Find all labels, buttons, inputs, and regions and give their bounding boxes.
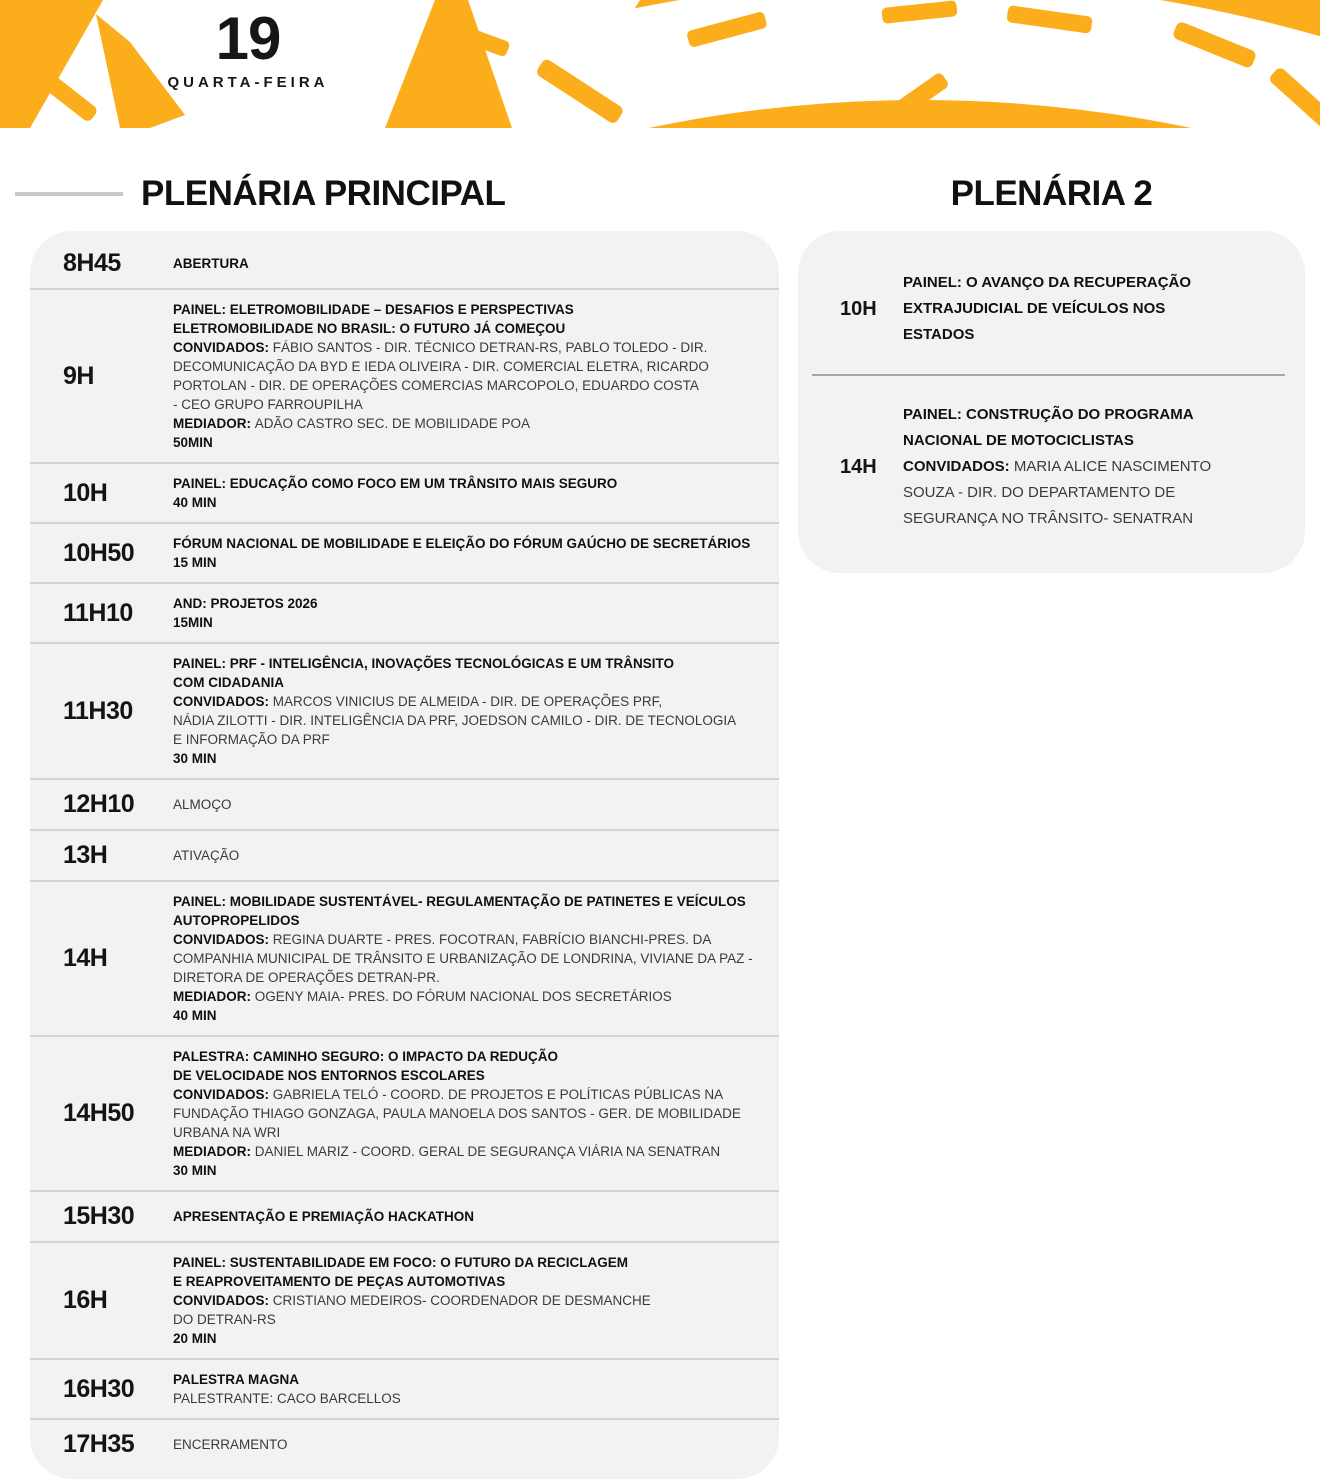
plenaria-2-column	[798, 128, 1305, 573]
session-description	[173, 474, 779, 512]
session-description	[173, 795, 779, 814]
schedule-row	[30, 1241, 779, 1358]
session-text-line: SOUZA - DIR. DO DEPARTAMENTO DE	[903, 484, 1176, 501]
session-text-line: CONVIDADOS: REGINA DUARTE - PRES. FOCOTRAN, FABRÍCIO BIANCHI-PRES. DA	[173, 932, 712, 947]
session-description	[903, 402, 1305, 532]
schedule-row	[30, 1418, 779, 1469]
schedule-row	[30, 1358, 779, 1418]
session-text-line: APRESENTAÇÃO E PREMIAÇÃO HACKATHON	[173, 1209, 475, 1224]
time-label: 9H	[63, 361, 94, 390]
session-text-line: 40 MIN	[173, 495, 217, 510]
schedule-row	[30, 582, 779, 642]
session-text-line: PALESTRANTE: CACO BARCELLOS	[173, 1391, 401, 1406]
schedule-row	[30, 642, 779, 778]
session-text-line: FÓRUM NACIONAL DE MOBILIDADE E ELEIÇÃO DO FÓRUM GAÚCHO DE SECRETÁRIOS	[173, 536, 751, 551]
session-description	[173, 1207, 779, 1226]
session-text-line: DIRETORA DE OPERAÇÕES DETRAN-PR.	[173, 970, 440, 985]
session-text-line: 15MIN	[173, 615, 213, 630]
session-text-line: NACIONAL DE MOTOCICLISTAS	[903, 432, 1134, 449]
session-text-line: MEDIADOR: OGENY MAIA- PRES. DO FÓRUM NACIONAL DOS SECRETÁRIOS	[173, 989, 672, 1004]
schedule-content	[0, 128, 1320, 1479]
session-description	[173, 594, 779, 632]
session-text-line: 30 MIN	[173, 1163, 217, 1178]
session-text-line: PAINEL: ELETROMOBILIDADE – DESAFIOS E PERSPECTIVAS	[173, 302, 574, 317]
day-name: QUARTA-FEIRA	[167, 74, 329, 91]
session-text-line: AUTOPROPELIDOS	[173, 913, 300, 928]
schedule-row	[30, 462, 779, 522]
session-text-line: FUNDAÇÃO THIAGO GONZAGA, PAULA MANOELA DOS SANTOS - GER. DE MOBILIDADE	[173, 1106, 741, 1121]
session-text-line: DO DETRAN-RS	[173, 1312, 276, 1327]
session-text-line: PAINEL: O AVANÇO DA RECUPERAÇÃO	[903, 274, 1192, 291]
time-label: 12H10	[63, 790, 135, 818]
time-label: 15H30	[63, 1202, 135, 1230]
time-label: 14H50	[63, 1099, 135, 1127]
session-text-line: DECOMUNICAÇÃO DA BYD E IEDA OLIVEIRA - DIR. COMERCIAL ELETRA, RICARDO	[173, 359, 709, 374]
session-description	[903, 270, 1305, 348]
session-description	[173, 1435, 779, 1454]
plenaria-2-heading	[798, 174, 1305, 214]
time-label: 16H	[63, 1286, 108, 1314]
schedule-row	[30, 1035, 779, 1190]
schedule-row	[30, 778, 779, 829]
session-text-line: 40 MIN	[173, 1008, 217, 1023]
session-text-line: 50MIN	[173, 435, 213, 450]
banner	[0, 0, 1320, 128]
time-label: 11H30	[63, 696, 133, 725]
session-text-line: PALESTRA MAGNA	[173, 1372, 299, 1387]
session-text-line: ABERTURA	[173, 256, 249, 271]
schedule-row	[30, 522, 779, 582]
session-text-line: PAINEL: PRF - INTELIGÊNCIA, INOVAÇÕES TECNOLÓGICAS E UM TRÂNSITO	[173, 656, 675, 671]
session-description	[173, 654, 779, 768]
session-text-line: CONVIDADOS: CRISTIANO MEDEIROS- COORDENADOR DE DESMANCHE	[173, 1293, 651, 1308]
session-text-line: AND: PROJETOS 2026	[173, 596, 318, 611]
session-text-line: CONVIDADOS: GABRIELA TELÓ - COORD. DE PROJETOS E POLÍTICAS PÚBLICAS NA	[173, 1087, 724, 1102]
time-label: 14H	[840, 455, 877, 478]
session-description	[173, 1370, 779, 1408]
session-description	[173, 1253, 779, 1348]
session-description	[173, 254, 779, 273]
column-title-plenaria-2: PLENÁRIA 2	[950, 174, 1153, 213]
session-text-line: E INFORMAÇÃO DA PRF	[173, 732, 330, 747]
session-description	[173, 846, 779, 865]
schedule-row	[30, 1190, 779, 1241]
day-box	[158, 5, 338, 91]
time-label: 17H35	[63, 1430, 135, 1458]
time-label: 8H45	[63, 249, 121, 277]
heading-dash-line	[15, 192, 123, 196]
session-text-line: 15 MIN	[173, 555, 217, 570]
session-text-line: COMPANHIA MUNICIPAL DE TRÂNSITO E URBANIZAÇÃO DE LONDRINA, VIVIANE DA PAZ -	[173, 951, 753, 966]
schedule-card-plenaria-2	[798, 231, 1305, 573]
schedule-row	[30, 288, 779, 462]
time-label: 10H	[63, 478, 108, 507]
session-text-line: CONVIDADOS: MARCOS VINICIUS DE ALMEIDA - DIR. DE OPERAÇÕES PRF,	[173, 694, 663, 709]
time-label: 11H10	[63, 598, 133, 627]
session-description	[173, 534, 779, 572]
schedule-card-principal	[30, 231, 779, 1479]
session-text-line: PAINEL: CONSTRUÇÃO DO PROGRAMA	[903, 406, 1194, 423]
session-text-line: - CEO GRUPO FARROUPILHA	[173, 397, 363, 412]
session-text-line: ELETROMOBILIDADE NO BRASIL: O FUTURO JÁ COMEÇOU	[173, 321, 566, 336]
column-title-principal: PLENÁRIA PRINCIPAL	[141, 174, 506, 213]
session-text-line: MEDIADOR: ADÃO CASTRO SEC. DE MOBILIDADE POA	[173, 416, 531, 431]
session-description	[173, 892, 779, 1025]
session-text-line: 20 MIN	[173, 1331, 217, 1346]
time-label: 14H	[63, 944, 108, 972]
session-text-line: CONVIDADOS: MARIA ALICE NASCIMENTO	[903, 458, 1212, 475]
session-text-line: ESTADOS	[903, 326, 975, 343]
session-text-line: CONVIDADOS: FÁBIO SANTOS - DIR. TÉCNICO DETRAN-RS, PABLO TOLEDO - DIR.	[173, 340, 708, 355]
session-text-line: ALMOÇO	[173, 797, 232, 812]
schedule-row	[30, 880, 779, 1035]
session-text-line: COM CIDADANIA	[173, 675, 284, 690]
session-description	[173, 300, 779, 452]
session-text-line: ENCERRAMENTO	[173, 1437, 288, 1452]
time-label: 10H	[840, 297, 877, 320]
plenaria-principal-column	[30, 128, 779, 1479]
session-text-line: SEGURANÇA NO TRÂNSITO- SENATRAN	[903, 510, 1194, 527]
schedule-row	[30, 829, 779, 880]
session-text-line: PAINEL: EDUCAÇÃO COMO FOCO EM UM TRÂNSITO MAIS SEGURO	[173, 476, 618, 491]
session-text-line: URBANA NA WRI	[173, 1125, 281, 1140]
schedule-row	[798, 375, 1305, 559]
time-label: 10H50	[63, 538, 135, 567]
session-text-line: EXTRAJUDICIAL DE VEÍCULOS NOS	[903, 300, 1166, 317]
plenaria-principal-heading	[15, 174, 779, 214]
day-number: 19	[215, 5, 281, 72]
session-text-line: PAINEL: SUSTENTABILIDADE EM FOCO: O FUTURO DA RECICLAGEM	[173, 1255, 628, 1270]
session-text-line: PORTOLAN - DIR. DE OPERAÇÕES COMERCIAS MARCOPOLO, EDUARDO COSTA	[173, 378, 699, 393]
time-label: 13H	[63, 841, 108, 869]
session-text-line: DE VELOCIDADE NOS ENTORNOS ESCOLARES	[173, 1068, 485, 1083]
schedule-row	[30, 239, 779, 288]
session-text-line: 30 MIN	[173, 751, 217, 766]
session-text-line: MEDIADOR: DANIEL MARIZ - COORD. GERAL DE SEGURANÇA VIÁRIA NA SENATRAN	[173, 1144, 721, 1159]
session-text-line: PAINEL: MOBILIDADE SUSTENTÁVEL- REGULAMENTAÇÃO DE PATINETES E VEÍCULOS	[173, 894, 746, 909]
session-text-line: NÁDIA ZILOTTI - DIR. INTELIGÊNCIA DA PRF, JOEDSON CAMILO - DIR. DE TECNOLOGIA	[173, 713, 737, 728]
session-text-line: PALESTRA: CAMINHO SEGURO: O IMPACTO DA REDUÇÃO	[173, 1049, 559, 1064]
schedule-row	[798, 243, 1305, 375]
session-text-line: E REAPROVEITAMENTO DE PEÇAS AUTOMOTIVAS	[173, 1274, 506, 1289]
time-label: 16H30	[63, 1374, 135, 1403]
session-description	[173, 1047, 779, 1180]
session-text-line: ATIVAÇÃO	[173, 848, 240, 863]
